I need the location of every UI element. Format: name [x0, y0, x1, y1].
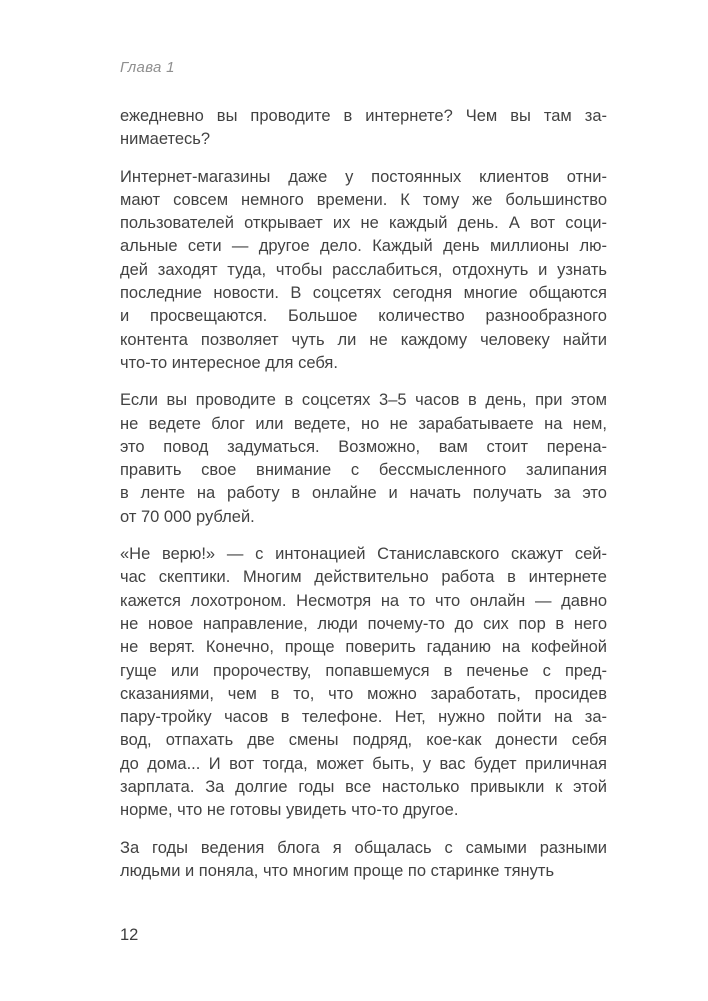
text-line: контента позволяет чуть ли не каждому человеку найти [120, 330, 607, 349]
text-block [120, 105, 607, 897]
text-line: норме, что не готовы увидеть что-то другое. [120, 801, 459, 820]
paragraph [120, 105, 607, 152]
paragraph [120, 543, 607, 823]
text-line: не верят. Конечно, проще поверить гаданию на кофейной [120, 638, 607, 657]
paragraph [120, 389, 607, 529]
text-line: последние новости. В соцсетях сегодня многие общаются [120, 284, 607, 303]
text-line: править свое внимание с бессмысленного залипания [120, 461, 607, 480]
text-line: ежедневно вы проводите в интернете? Чем вы там за- [120, 107, 607, 125]
text-line: не новое направление, люди почему-то до сих пор в него [120, 614, 607, 633]
paragraph [120, 837, 607, 884]
text-line: пару-тройку часов в телефоне. Нет, нужно пойти на за- [120, 708, 607, 727]
text-line: мают совсем немного времени. К тому же большинство [120, 190, 607, 209]
text-line: дей заходят туда, чтобы расслабиться, отдохнуть и узнать [120, 260, 607, 279]
text-line: альные сети — другое дело. Каждый день миллионы лю- [120, 237, 607, 256]
text-line: людьми и поняла, что многим проще по старинке тянуть [120, 861, 555, 880]
text-line: час скептики. Многим действительно работа в интернете [120, 568, 607, 587]
text-line: сказаниями, чем в то, что можно заработать, просидев [120, 684, 607, 703]
text-line: от 70 000 рублей. [120, 507, 255, 526]
chapter-running-header: Глава 1 [120, 59, 175, 76]
text-line: нимаетесь? [120, 130, 211, 149]
text-line: Интернет-магазины даже у постоянных клиентов отни- [120, 167, 607, 186]
text-line: Если вы проводите в соцсетях 3–5 часов в день, при этом [120, 391, 607, 410]
text-line: кажется лохотроном. Несмотря на то что онлайн — давно [120, 591, 607, 610]
text-line: вод, отпахать две смены подряд, кое-как донести себя [120, 731, 607, 750]
text-line: не ведете блог или ведете, но не зарабатываете на нем, [120, 414, 607, 433]
text-line: зарплата. За долгие годы все настолько привыкли к этой [120, 778, 607, 797]
text-line: гуще или пророчеству, попавшемуся в печенье с пред- [120, 661, 607, 680]
text-line: За годы ведения блога я общалась с самыми разными [120, 838, 607, 857]
paragraph [120, 166, 607, 376]
text-line: что-то интересное для себя. [120, 353, 338, 372]
page-number: 12 [120, 926, 139, 944]
text-line: до дома... И вот тогда, может быть, у вас будет приличная [120, 754, 607, 773]
text-line: «Не верю!» — с интонацией Станиславского скажут сей- [120, 545, 607, 564]
text-line: пользователей открывает их не каждый день. А вот соци- [120, 214, 607, 233]
text-line: в ленте на работу в онлайне и начать получать за это [120, 484, 607, 503]
text-line: и просвещаются. Большое количество разнообразного [120, 307, 607, 326]
text-line: это повод задуматься. Возможно, вам стоит перена- [120, 437, 607, 456]
